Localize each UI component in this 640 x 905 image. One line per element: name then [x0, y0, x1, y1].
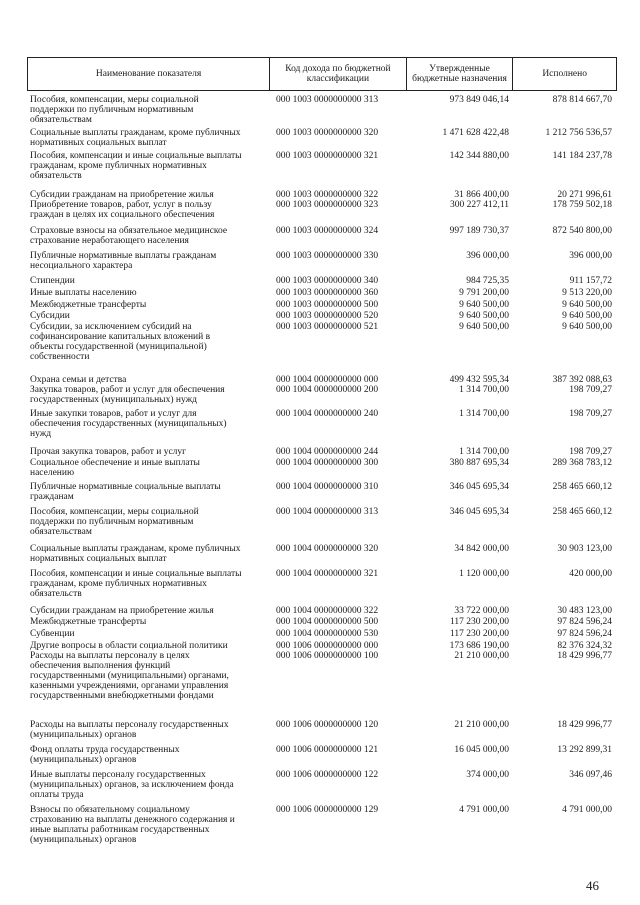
row-code: 000 1006 0000000000 100 [276, 651, 379, 661]
row-approved: 9 640 500,00 [459, 300, 509, 310]
row-name: Взносы по обязательному социальному страхованию на выплаты денежного содержания и иные выплаты работникам государственных (муниципальных) органов [30, 805, 235, 845]
row-name: Субсидии гражданам на приобретение жилья [30, 606, 214, 616]
row-code: 000 1004 0000000000 313 [276, 507, 379, 517]
row-approved: 16 045 000,00 [454, 745, 509, 755]
row-approved: 1 314 700,00 [459, 447, 509, 457]
row-code: 000 1004 0000000000 300 [276, 458, 379, 468]
row-executed: 420 000,00 [569, 569, 612, 579]
row-executed: 30 483 123,00 [557, 606, 612, 616]
row-executed: 9 640 500,00 [562, 311, 612, 321]
row-name: Иные выплаты населению [30, 288, 137, 298]
row-name: Стипендии [30, 276, 75, 286]
row-code: 000 1003 0000000000 322 [276, 190, 379, 200]
row-name: Субсидии, за исключением субсидий на софинансирование капитальных вложений в объекты государственной (муниципальной) собственности [30, 322, 211, 362]
row-approved: 33 722 000,00 [454, 606, 509, 616]
row-name: Страховые взносы на обязательное медицинское страхование неработающего населения [30, 226, 228, 246]
header-executed: Исполнено [542, 69, 587, 79]
row-approved: 1 314 700,00 [459, 385, 509, 395]
row-name: Закупка товаров, работ и услуг для обеспечения государственных (муниципальных) нужд [30, 385, 225, 405]
row-code: 000 1003 0000000000 520 [276, 311, 379, 321]
row-name: Иные закупки товаров, работ и услуг для обеспечения государственных (муниципальных) нужд [30, 409, 227, 439]
row-name: Субсидии гражданам на приобретение жилья [30, 190, 214, 200]
row-executed: 9 640 500,00 [562, 300, 612, 310]
row-code: 000 1006 0000000000 000 [276, 641, 379, 651]
row-approved: 21 210 000,00 [454, 720, 509, 730]
row-code: 000 1004 0000000000 322 [276, 606, 379, 616]
row-executed: 198 709,27 [569, 385, 612, 395]
row-executed: 82 376 324,32 [557, 641, 612, 651]
row-approved: 1 314 700,00 [459, 409, 509, 419]
row-code: 000 1004 0000000000 530 [276, 629, 379, 639]
row-approved: 1 120 000,00 [459, 569, 509, 579]
row-executed: 258 465 660,12 [552, 507, 612, 517]
row-code: 000 1003 0000000000 521 [276, 322, 379, 332]
row-name: Публичные нормативные выплаты гражданам несоциального характера [30, 251, 217, 271]
row-approved: 380 887 695,34 [449, 458, 509, 468]
row-executed: 258 465 660,12 [552, 482, 612, 492]
row-code: 000 1003 0000000000 320 [276, 128, 379, 138]
header-name: Наименование показателя [28, 58, 270, 90]
row-executed: 911 157,72 [569, 276, 612, 286]
row-name: Иные выплаты персоналу государственных (муниципальных) органов, за исключением фонда оплаты труда [30, 770, 234, 800]
row-code: 000 1004 0000000000 000 [276, 375, 379, 385]
row-name: Расходы на выплаты персоналу в целях обеспечения выполнения функций государственными (муниципальными) органами, казенными учреждениями, органами управления государственными внебюджетными фондами [30, 651, 229, 701]
row-code: 000 1006 0000000000 120 [276, 720, 379, 730]
row-code: 000 1003 0000000000 321 [276, 151, 379, 161]
row-code: 000 1004 0000000000 321 [276, 569, 379, 579]
row-name: Пособия, компенсации и иные социальные выплаты гражданам, кроме публичных нормативных обязательств [30, 569, 242, 599]
row-approved: 499 432 595,34 [449, 375, 509, 385]
row-approved: 173 686 190,00 [449, 641, 509, 651]
row-code: 000 1003 0000000000 360 [276, 288, 379, 298]
row-executed: 198 709,27 [569, 447, 612, 457]
row-executed: 20 271 996,61 [557, 190, 612, 200]
row-approved: 984 725,35 [466, 276, 509, 286]
row-executed: 30 903 123,00 [557, 544, 612, 554]
row-approved: 9 791 200,00 [459, 288, 509, 298]
row-executed: 178 759 502,18 [552, 200, 612, 210]
row-executed: 872 540 800,00 [552, 226, 612, 236]
row-code: 000 1004 0000000000 320 [276, 544, 379, 554]
row-name: Межбюджетные трансферты [30, 300, 147, 310]
row-code: 000 1003 0000000000 313 [276, 95, 379, 105]
row-name: Пособия, компенсации, меры социальной поддержки по публичным нормативным обязательствам [30, 95, 199, 125]
row-executed: 18 429 996,77 [557, 651, 612, 661]
row-code: 000 1003 0000000000 340 [276, 276, 379, 286]
row-executed: 9 640 500,00 [562, 322, 612, 332]
row-executed: 97 824 596,24 [557, 629, 612, 639]
row-approved: 9 640 500,00 [459, 322, 509, 332]
row-approved: 142 344 880,00 [449, 151, 509, 161]
row-executed: 97 824 596,24 [557, 617, 612, 627]
header-code: Код дохода по бюджетной классификации [270, 58, 407, 90]
table-header [27, 57, 617, 91]
row-approved: 9 640 500,00 [459, 311, 509, 321]
row-executed: 387 392 088,63 [552, 375, 612, 385]
row-executed: 18 429 996,77 [557, 720, 612, 730]
row-executed: 9 513 220,00 [562, 288, 612, 298]
row-code: 000 1003 0000000000 324 [276, 226, 379, 236]
row-executed: 396 000,00 [569, 251, 612, 261]
row-approved: 997 189 730,37 [449, 226, 509, 236]
row-name: Охрана семьи и детства [30, 375, 127, 385]
row-code: 000 1004 0000000000 310 [276, 482, 379, 492]
row-approved: 117 230 200,00 [449, 629, 509, 639]
row-name: Прочая закупка товаров, работ и услуг [30, 447, 187, 457]
row-name: Пособия, компенсации, меры социальной поддержки по публичным нормативным обязательствам [30, 507, 199, 537]
row-approved: 34 842 000,00 [454, 544, 509, 554]
row-code: 000 1006 0000000000 122 [276, 770, 379, 780]
row-executed: 1 212 756 536,57 [545, 128, 612, 138]
row-name: Социальные выплаты гражданам, кроме публичных нормативных социальных выплат [30, 544, 241, 564]
row-approved: 374 000,00 [466, 770, 509, 780]
row-approved: 346 045 695,34 [449, 507, 509, 517]
row-executed: 346 097,46 [569, 770, 612, 780]
row-code: 000 1006 0000000000 121 [276, 745, 379, 755]
row-name: Публичные нормативные социальные выплаты гражданам [30, 482, 221, 502]
row-executed: 4 791 000,00 [562, 805, 612, 815]
row-approved: 21 210 000,00 [454, 651, 509, 661]
row-name: Расходы на выплаты персоналу государственных (муниципальных) органов [30, 720, 229, 740]
row-name: Приобретение товаров, работ, услуг в пользу граждан в целях их социального обеспечения [30, 200, 215, 220]
row-code: 000 1006 0000000000 129 [276, 805, 379, 815]
row-name: Фонд оплаты труда государственных (муниципальных) органов [30, 745, 180, 765]
row-code: 000 1004 0000000000 244 [276, 447, 379, 457]
row-approved: 346 045 695,34 [449, 482, 509, 492]
row-approved: 396 000,00 [466, 251, 509, 261]
row-executed: 13 292 899,31 [557, 745, 612, 755]
row-code: 000 1003 0000000000 323 [276, 200, 379, 210]
row-approved: 31 866 400,00 [454, 190, 509, 200]
row-executed: 878 814 667,70 [552, 95, 612, 105]
row-executed: 198 709,27 [569, 409, 612, 419]
page-number: 46 [586, 878, 599, 893]
row-executed: 289 368 783,12 [552, 458, 612, 468]
row-code: 000 1004 0000000000 500 [276, 617, 379, 627]
row-approved: 4 791 000,00 [459, 805, 509, 815]
row-approved: 117 230 200,00 [449, 617, 509, 627]
row-executed: 141 184 237,78 [552, 151, 612, 161]
row-approved: 1 471 628 422,48 [442, 128, 509, 138]
row-code: 000 1003 0000000000 500 [276, 300, 379, 310]
row-code: 000 1004 0000000000 200 [276, 385, 379, 395]
row-name: Другие вопросы в области социальной политики [30, 641, 228, 651]
row-name: Субвенции [30, 629, 75, 639]
row-name: Межбюджетные трансферты [30, 617, 147, 627]
row-name: Пособия, компенсации и иные социальные выплаты гражданам, кроме публичных нормативных обязательств [30, 151, 242, 181]
row-code: 000 1003 0000000000 330 [276, 251, 379, 261]
row-name: Социальное обеспечение и иные выплаты населению [30, 458, 200, 478]
row-code: 000 1004 0000000000 240 [276, 409, 379, 419]
row-approved: 300 227 412,11 [449, 200, 509, 210]
row-name: Социальные выплаты гражданам, кроме публичных нормативных социальных выплат [30, 128, 241, 148]
header-approved: Утвержденные бюджетные назначения [407, 58, 514, 90]
row-name: Субсидии [30, 311, 70, 321]
row-approved: 973 849 046,14 [449, 95, 509, 105]
